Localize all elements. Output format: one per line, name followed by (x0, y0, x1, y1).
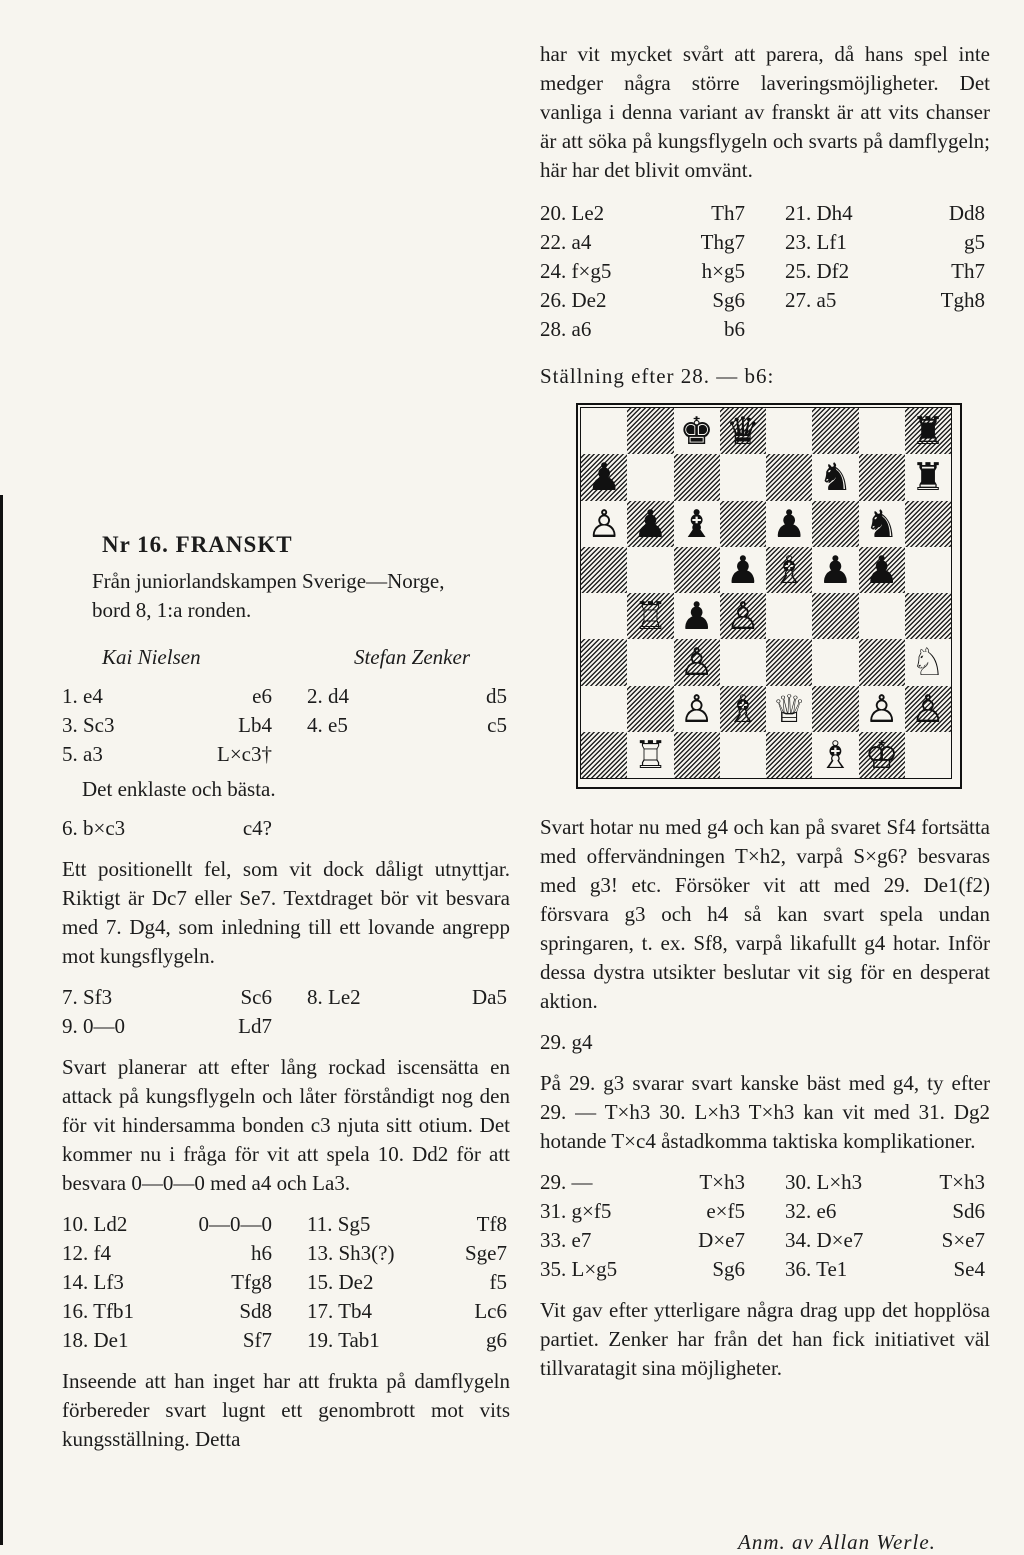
white-move: 23. Lf1 (785, 230, 847, 254)
black-move: c5 (487, 713, 507, 737)
black-move: T×h3 (699, 1170, 745, 1194)
white-move: 32. e6 (785, 1199, 837, 1223)
moves-table (62, 682, 510, 769)
white-move: 14. Lf3 (62, 1270, 124, 1294)
board-square (674, 408, 720, 454)
black-move: d5 (486, 684, 507, 708)
board-square (627, 547, 673, 593)
black-move: e6 (252, 684, 272, 708)
chess-piece: ♙ (725, 594, 760, 639)
board-square (581, 686, 627, 732)
board-square (627, 454, 673, 500)
board-square (905, 593, 951, 639)
white-move: 17. Tb4 (307, 1299, 372, 1323)
white-move: 18. De1 (62, 1328, 129, 1352)
white-move: 4. e5 (307, 713, 348, 737)
move-row (540, 257, 990, 286)
chess-piece: ♚ (679, 409, 714, 454)
black-move (427, 740, 507, 769)
black-move: Sd8 (239, 1299, 272, 1323)
black-move: Sg6 (712, 288, 745, 312)
comment: Det enklaste och bästa. (82, 777, 276, 801)
board-square (905, 408, 951, 454)
white-move: 33. e7 (540, 1228, 592, 1252)
move-row (62, 711, 510, 740)
chess-piece: ♖ (633, 732, 668, 777)
board-square (812, 408, 858, 454)
board-square (859, 454, 905, 500)
board-square (766, 639, 812, 685)
annotation-paragraph: Ett positionellt fel, som vit dock dåligt utnyttjar. Riktigt är Dc7 eller Se7. Textdraget bör vit besvara med 7. Dg4, som inledning till ett lovande angrepp mot kungsflygeln. (62, 857, 510, 968)
board-square (720, 454, 766, 500)
black-move: Dd8 (948, 201, 985, 225)
annotation-paragraph: har vit mycket svårt att parera, då hans spel inte medger några större laveringsmöjligheter. Det vanliga i denna variant av franskt är att vits chanser är att söka på kungsflygeln och svarts på damflygeln; här har det blivit omvänt. (540, 42, 990, 182)
move-row (540, 228, 990, 257)
black-move: Sge7 (465, 1241, 507, 1265)
moves-table (62, 1210, 510, 1355)
chess-piece: ♗ (772, 547, 807, 592)
board-square (812, 454, 858, 500)
board-square (581, 593, 627, 639)
black-move: b6 (724, 317, 745, 341)
chess-piece: ♟ (772, 501, 807, 546)
page-edge-line (0, 495, 3, 1545)
black-player: Stefan Zenker (353, 645, 470, 669)
board-square (720, 408, 766, 454)
annotation-paragraph: På 29. g3 svarar svart kanske bäst med g4, ty efter 29. — T×h3 30. L×h3 T×h3 kan vit med 31. Dg2 hotande T×c4 åstadkomma taktiska komplikationer. (540, 1071, 990, 1153)
chess-piece: ♙ (864, 686, 899, 731)
move-row (62, 983, 510, 1012)
board-square (766, 732, 812, 778)
chess-piece: ♜ (910, 455, 945, 500)
board-square (859, 639, 905, 685)
board-square (812, 501, 858, 547)
chess-piece: ♙ (679, 686, 714, 731)
black-move: Th7 (711, 201, 745, 225)
board-square (627, 408, 673, 454)
board-square (859, 732, 905, 778)
annotation-paragraph: Svart planerar att efter lång rockad iscensätta en attack på kungsflygeln och låter förståndigt nog den för vit hindersamma bonden c3 njuta sitt otium. Det kommer nu i fråga för vit att spela 10. Dd2 för att besvara 0—0—0 med a4 och La3. (62, 1055, 510, 1195)
board-square (766, 686, 812, 732)
black-move: S×e7 (941, 1228, 985, 1252)
chess-piece: ♗ (725, 686, 760, 731)
board-square (674, 501, 720, 547)
board-square (812, 686, 858, 732)
white-move: 31. g×f5 (540, 1199, 612, 1223)
white-move: 1. e4 (62, 684, 103, 708)
move-row (62, 1268, 510, 1297)
white-move: 11. Sg5 (307, 1212, 371, 1236)
white-move: 8. Le2 (307, 985, 361, 1009)
white-move: 35. L×g5 (540, 1257, 618, 1281)
white-move: 12. f4 (62, 1241, 111, 1265)
moves-table (540, 1168, 990, 1284)
move-row (62, 814, 510, 843)
chess-piece: ♙ (587, 501, 622, 546)
board-square (674, 686, 720, 732)
black-move: e×f5 (706, 1199, 745, 1223)
board-square (674, 593, 720, 639)
board-square (720, 732, 766, 778)
chess-piece: ♟ (864, 547, 899, 592)
board-square (859, 408, 905, 454)
move-row (62, 682, 510, 711)
board-square (627, 593, 673, 639)
black-move: f5 (489, 1270, 507, 1294)
white-move: 2. d4 (307, 684, 349, 708)
white-move (272, 814, 427, 843)
board-square (627, 639, 673, 685)
chess-piece: ♟ (725, 547, 760, 592)
board-square (905, 454, 951, 500)
white-move: 6. b×c3 (62, 816, 126, 840)
black-move: Sg6 (712, 1257, 745, 1281)
chess-piece: ♘ (910, 640, 945, 685)
game-subtitle-1: Från juniorlandskampen Sverige—Norge, (92, 569, 445, 593)
white-move: 9. 0—0 (62, 1014, 125, 1038)
black-move: Lc6 (474, 1299, 507, 1323)
white-move: 3. Sc3 (62, 713, 115, 737)
white-move: 10. Ld2 (62, 1212, 128, 1236)
board-square (859, 593, 905, 639)
white-move: 36. Te1 (785, 1257, 848, 1281)
board-square (766, 408, 812, 454)
left-column (62, 530, 510, 1466)
chess-piece: ♕ (772, 686, 807, 731)
white-move: 13. Sh3(?) (307, 1241, 395, 1265)
board-square (627, 501, 673, 547)
board-square (720, 547, 766, 593)
black-move (905, 315, 985, 344)
white-move: 26. De2 (540, 288, 607, 312)
white-move: 21. Dh4 (785, 201, 853, 225)
black-move: L×c3† (217, 742, 272, 766)
board-square (766, 501, 812, 547)
white-move: 16. Tfb1 (62, 1299, 134, 1323)
board-square (812, 593, 858, 639)
white-move: 28. a6 (540, 317, 592, 341)
game-subtitle-2: bord 8, 1:a ronden. (92, 598, 252, 622)
board-square (812, 547, 858, 593)
black-move: Se4 (953, 1257, 985, 1281)
moves-table (540, 199, 990, 344)
board-square (581, 501, 627, 547)
black-move (427, 1012, 507, 1041)
chess-piece: ♗ (818, 732, 853, 777)
board-square (720, 593, 766, 639)
black-move: Tfg8 (231, 1270, 272, 1294)
move-row (62, 1239, 510, 1268)
chess-piece: ♟ (818, 547, 853, 592)
white-move: 19. Tab1 (307, 1328, 380, 1352)
board-square (627, 732, 673, 778)
game-title: Nr 16. FRANSKT (102, 532, 293, 557)
black-move: c4? (242, 816, 272, 840)
annotation-paragraph: Svart hotar nu med g4 och kan på svaret Sf4 fortsätta med offervändningen T×h2, varpå S×g6? besvaras med g3! etc. Försöker vit att med 29. De1(f2) försvara g3 och h4 så kan svart spela undan springaren, t. ex. Sf8, varpå likafullt g4 hotar. Inför dessa dystra utsikter beslutar vit sig för en desperat aktion. (540, 815, 990, 1013)
board-square (812, 639, 858, 685)
chess-piece: ♔ (864, 732, 899, 777)
board-square (627, 686, 673, 732)
board-square (859, 547, 905, 593)
move-row (540, 1255, 990, 1284)
board-square (905, 686, 951, 732)
white-move: 5. a3 (62, 742, 103, 766)
white-move (745, 315, 905, 344)
board-square (766, 593, 812, 639)
black-move: 0—0—0 (198, 1212, 272, 1236)
black-move: Sc6 (240, 985, 272, 1009)
black-move (427, 814, 507, 843)
move-row (62, 1012, 510, 1041)
black-move: D×e7 (698, 1228, 745, 1252)
white-move: 34. D×e7 (785, 1228, 864, 1252)
chess-piece: ♟ (679, 594, 714, 639)
chess-piece: ♖ (633, 594, 668, 639)
white-move: 25. Df2 (785, 259, 850, 283)
white-move (272, 740, 427, 769)
moves-table (62, 983, 510, 1041)
black-move: Ld7 (238, 1014, 272, 1038)
black-move: Tf8 (476, 1212, 507, 1236)
black-move: Da5 (472, 985, 507, 1009)
black-move: Lb4 (238, 713, 272, 737)
annotation-paragraph: Inseende att han inget har att frukta på damflygeln förbereder svart lugnt ett genombrott mot vits kungsställning. Detta (62, 1369, 510, 1451)
black-move: h×g5 (701, 259, 745, 283)
board-square (720, 501, 766, 547)
board-square (859, 686, 905, 732)
board-square (581, 547, 627, 593)
board-square (674, 732, 720, 778)
board-square (674, 639, 720, 685)
black-move: g6 (486, 1328, 507, 1352)
board-square (905, 547, 951, 593)
black-move: Tgh8 (940, 288, 985, 312)
diagram-caption: Ställning efter 28. — b6: (540, 364, 775, 388)
board-square (766, 454, 812, 500)
white-move: 27. a5 (785, 288, 837, 312)
move-line: 29. g4 (540, 1030, 593, 1054)
board-square (905, 501, 951, 547)
move-row (62, 1326, 510, 1355)
white-move: 20. Le2 (540, 201, 605, 225)
board-square (859, 501, 905, 547)
move-row (62, 1297, 510, 1326)
move-row (62, 1210, 510, 1239)
board-square (674, 547, 720, 593)
board-square (581, 639, 627, 685)
move-row (62, 740, 510, 769)
board-square (905, 639, 951, 685)
board-square (905, 732, 951, 778)
chess-piece: ♙ (910, 686, 945, 731)
black-move: g5 (964, 230, 985, 254)
black-move: T×h3 (939, 1170, 985, 1194)
white-move: 15. De2 (307, 1270, 374, 1294)
black-move: Sf7 (242, 1328, 272, 1352)
annotation-paragraph: Vit gav efter ytterligare några drag upp det hopplösa partiet. Zenker har från det han fick initiativet väl tillvaratagit sina möjligheter. (540, 1298, 990, 1380)
board-square (581, 408, 627, 454)
move-row (540, 199, 990, 228)
white-move: 29. — (540, 1170, 593, 1194)
chess-piece: ♝ (679, 501, 714, 546)
black-move: h6 (251, 1241, 272, 1265)
white-move: 22. a4 (540, 230, 592, 254)
white-move: 24. f×g5 (540, 259, 612, 283)
right-column (540, 40, 990, 1395)
board-square (674, 454, 720, 500)
board-square (720, 639, 766, 685)
board-square (581, 454, 627, 500)
chess-piece: ♞ (864, 501, 899, 546)
move-row (540, 286, 990, 315)
chess-board (580, 407, 952, 779)
move-row (540, 1168, 990, 1197)
chess-piece: ♙ (679, 640, 714, 685)
white-move (272, 1012, 427, 1041)
board-square (766, 547, 812, 593)
white-move: 7. Sf3 (62, 985, 113, 1009)
chess-diagram (576, 403, 962, 789)
white-player: Kai Nielsen (102, 645, 201, 669)
chess-piece: ♟ (633, 501, 668, 546)
chess-piece: ♞ (818, 455, 853, 500)
move-row (540, 315, 990, 344)
chess-piece: ♟ (587, 455, 622, 500)
board-square (812, 732, 858, 778)
board-square (581, 732, 627, 778)
chess-piece: ♛ (725, 409, 760, 454)
board-square (720, 686, 766, 732)
move-row (540, 1226, 990, 1255)
black-move: Thg7 (700, 230, 745, 254)
moves-table (62, 814, 510, 843)
move-row (540, 1197, 990, 1226)
chess-piece: ♜ (910, 409, 945, 454)
black-move: Sd6 (952, 1199, 985, 1223)
players-line (102, 643, 470, 672)
white-move: 30. L×h3 (785, 1170, 863, 1194)
annotator-credit: Anm. av Allan Werle. (738, 1530, 936, 1554)
black-move: Th7 (951, 259, 985, 283)
